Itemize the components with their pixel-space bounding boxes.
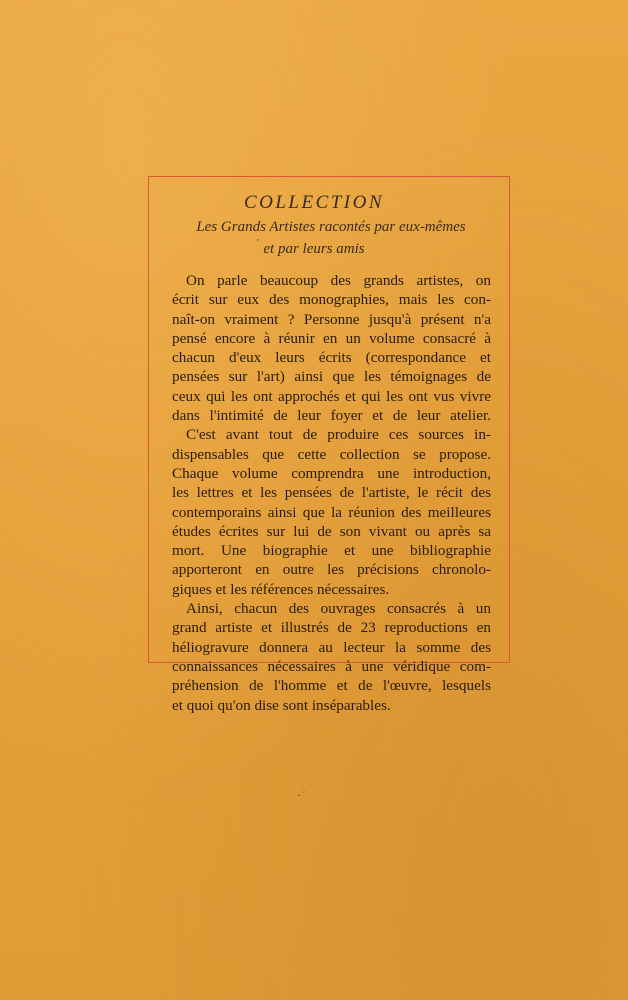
text-line: Chaque volume comprendra une introduction, bbox=[172, 464, 491, 482]
text-line: et quoi qu'on dise sont inséparables. bbox=[172, 696, 391, 714]
collection-title: COLLECTION bbox=[243, 192, 385, 213]
text-line: connaissances nécessaires à une véridique com- bbox=[172, 657, 491, 675]
collection-subtitle-second-line: et par leurs amis bbox=[263, 241, 365, 257]
text-line: les lettres et les pensées de l'artiste, le récit des bbox=[172, 484, 491, 502]
text-line: On parle beaucoup des grands artistes, on bbox=[186, 272, 491, 289]
paragraph-2 bbox=[172, 425, 491, 599]
text-line: études écrites sur lui de son vivant ou après sa bbox=[172, 522, 491, 540]
paragraph-1 bbox=[172, 271, 491, 425]
text-line: ceux qui les ont approchés et qui les ont vus vivre bbox=[172, 387, 491, 405]
text-line: préhension de l'homme et de l'œuvre, lesquels bbox=[172, 677, 491, 695]
text-line: héliogravure donnera au lecteur la somme des bbox=[172, 638, 491, 656]
text-line: dans l'intimité de leur foyer et de leur atelier. bbox=[172, 407, 491, 425]
text-line: dispensables que cette collection se propose. bbox=[172, 445, 491, 463]
text-line: pensées sur l'art) ainsi que les témoignages de bbox=[172, 368, 491, 386]
text-line: écrit sur eux des monographies, mais les con- bbox=[172, 291, 491, 309]
text-line: apporteront en outre les précisions chronolo- bbox=[172, 561, 491, 579]
paragraph-3 bbox=[172, 599, 491, 715]
collection-subtitle: Les Grands Artistes racontés par eux-mêmes bbox=[196, 219, 466, 235]
text-line: giques et les références nécessaires. bbox=[172, 580, 390, 598]
description-text bbox=[172, 271, 491, 715]
text-line: mort. Une biographie et une bibliographie bbox=[172, 542, 491, 560]
printing-speck-mark: ·˙ bbox=[297, 788, 307, 802]
text-line: C'est avant tout de produire ces sources in- bbox=[186, 426, 491, 444]
text-line: pensé encore à réunir en un volume consacré à bbox=[172, 329, 491, 347]
text-line: chacun d'eux leurs écrits (correspondance et bbox=[172, 349, 491, 367]
text-line: Ainsi, chacun des ouvrages consacrés à un bbox=[186, 600, 491, 618]
text-line: contemporains ainsi que la réunion des meilleures bbox=[172, 503, 491, 521]
printing-speck: ' bbox=[257, 238, 259, 249]
text-line: naît-on vraiment ? Personne jusqu'à présent n'a bbox=[172, 310, 491, 328]
text-line: grand artiste et illustrés de 23 reproductions en bbox=[172, 619, 491, 637]
